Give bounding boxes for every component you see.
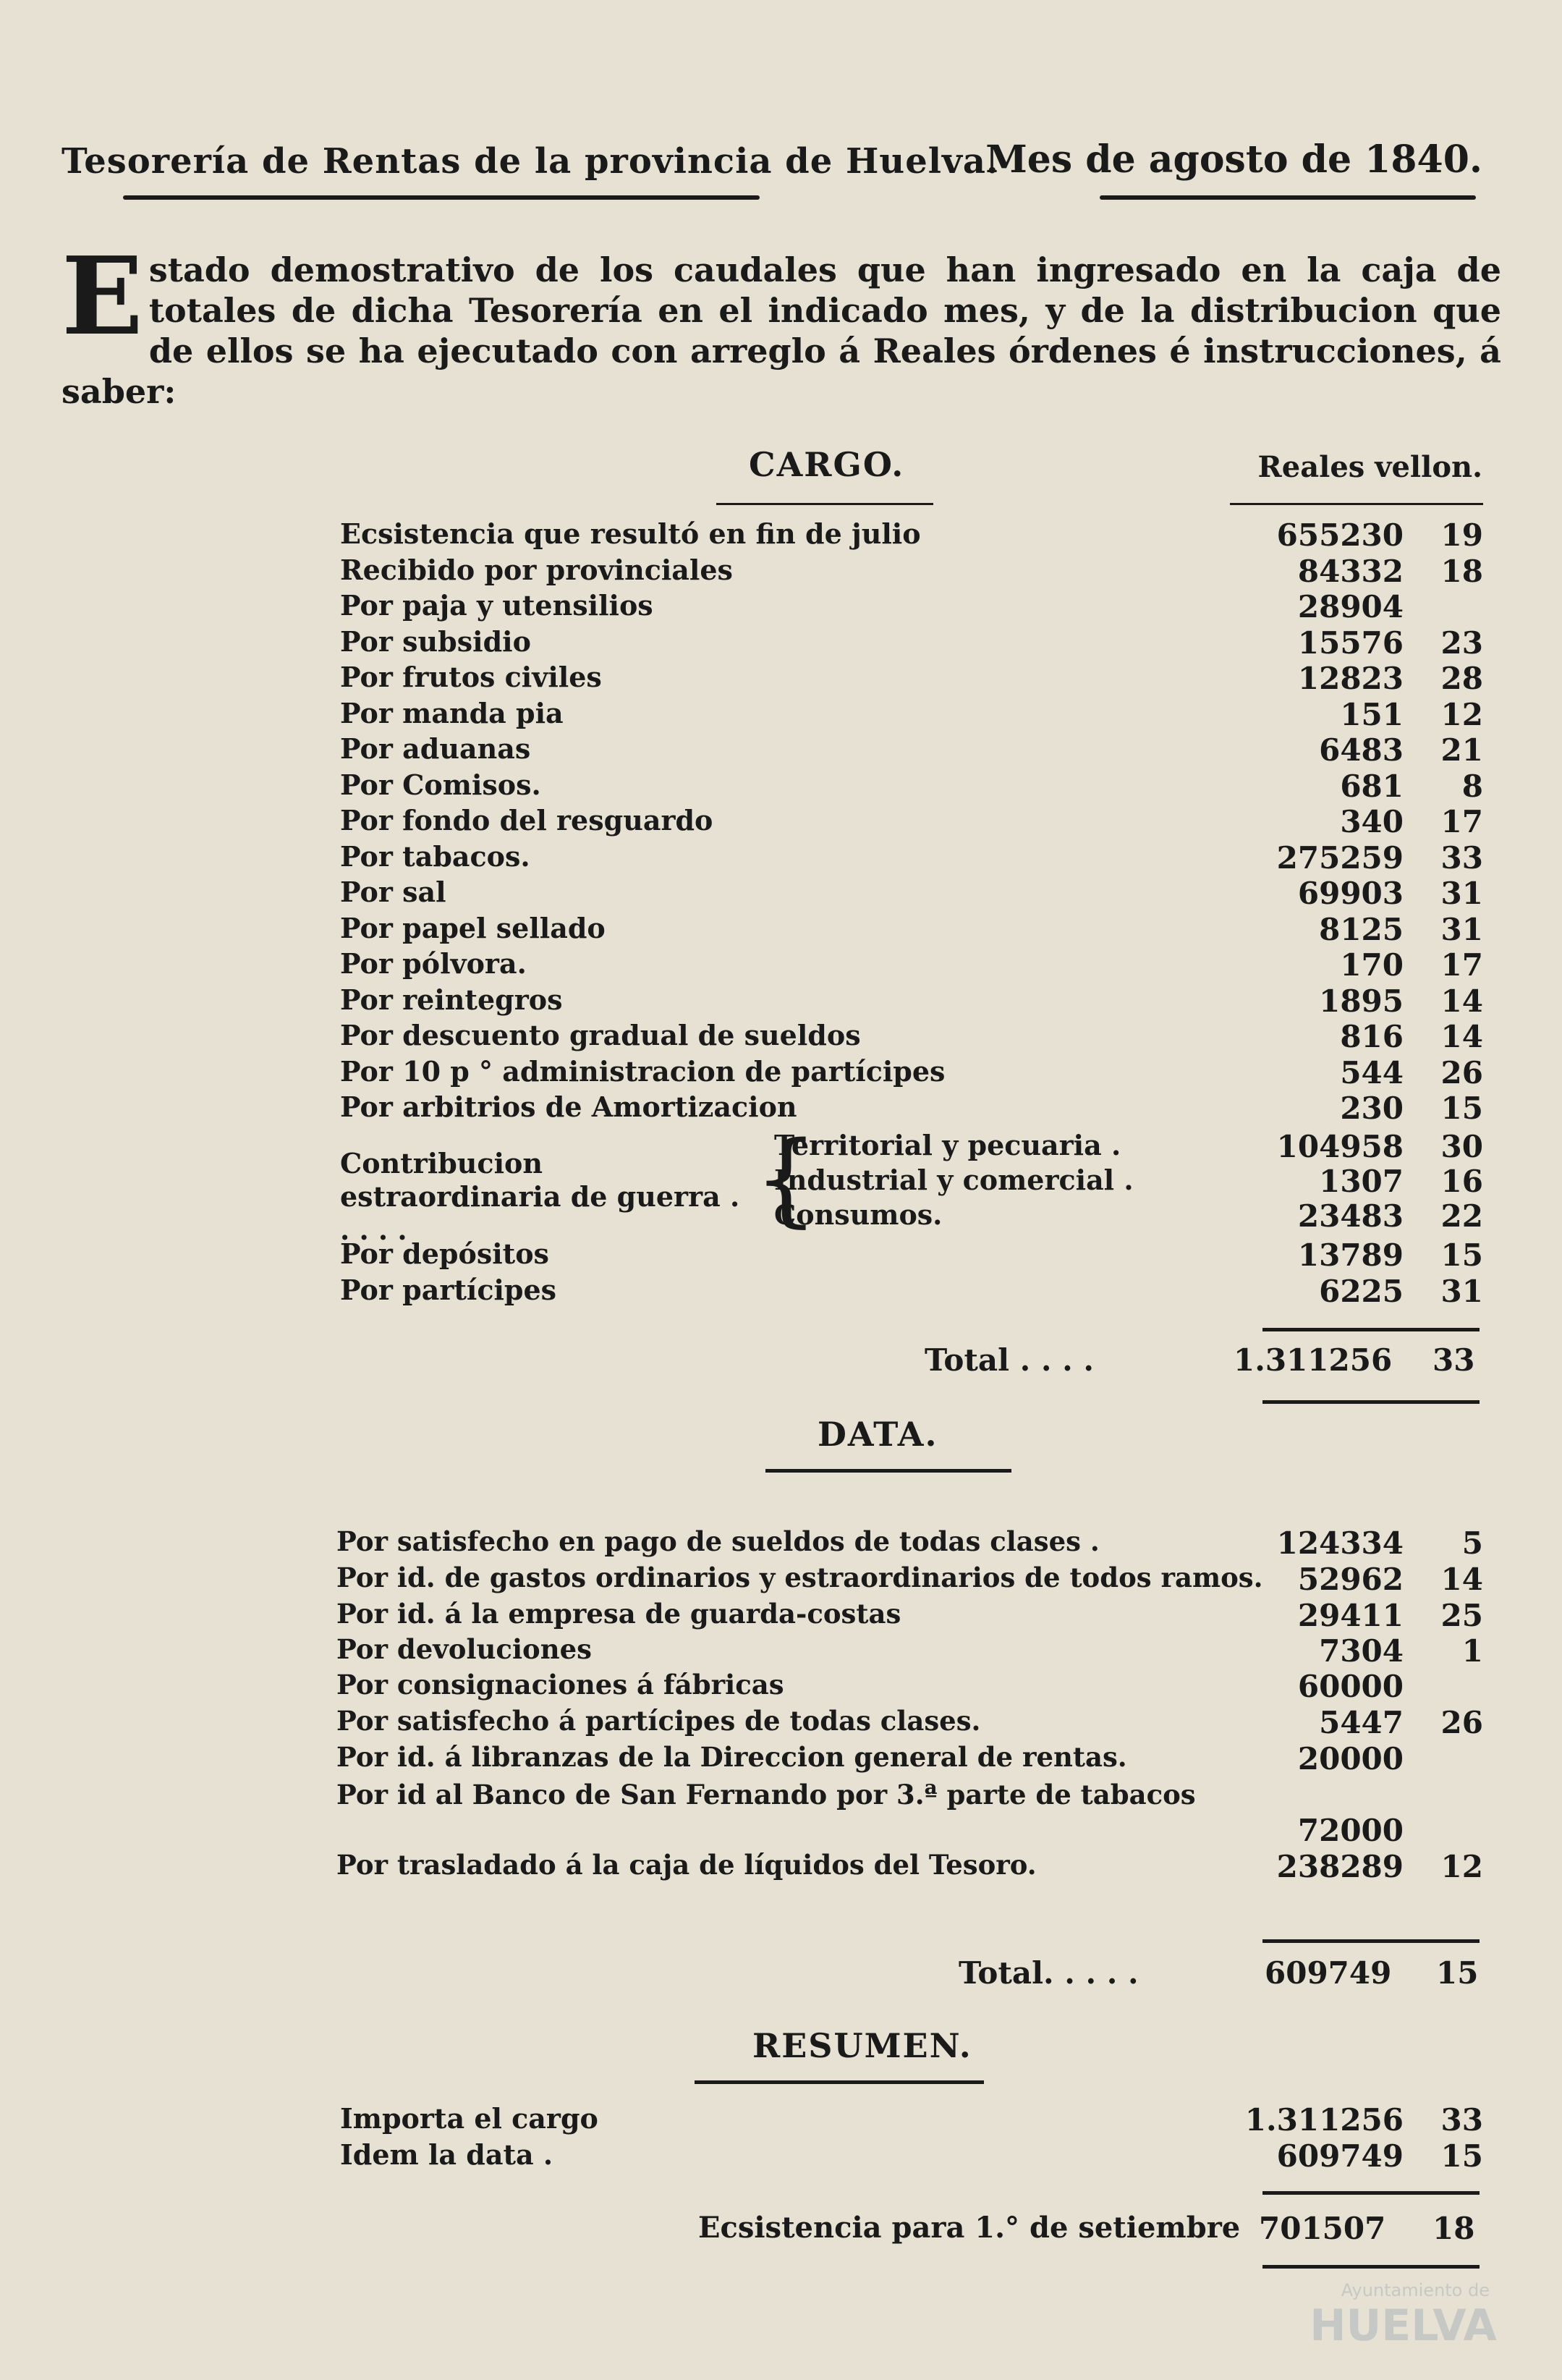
watermark-line2: HUELVA [1310, 2300, 1497, 2351]
cargo-row [340, 912, 1483, 947]
unit-header: Reales vellon. [1257, 450, 1482, 484]
row-amount: 544 [1340, 1054, 1404, 1091]
header-rule-right [1100, 195, 1476, 200]
data-title: DATA. [818, 1415, 938, 1454]
data-total-cents: 15 [1436, 1955, 1479, 1991]
row-cents: 14 [1440, 1019, 1483, 1054]
row-label: Por 10 p ° administracion de partícipes [340, 1054, 946, 1088]
row-label: Ecsistencia que resultó en fin de julio [340, 517, 921, 550]
row-cents: 14 [1440, 1562, 1483, 1597]
row-amount: 8125 [1319, 911, 1404, 947]
dropcap: E [61, 233, 143, 359]
cargo-title-rule [716, 503, 933, 505]
row-cents: 31 [1440, 911, 1483, 947]
row-label: Por arbitrios de Amortizacion [340, 1091, 797, 1123]
cargo-total-label: Total . . . . [925, 1342, 1094, 1378]
data-row [336, 1741, 1483, 1776]
row-amount: 6483 [1319, 732, 1404, 768]
contribucion-row [774, 1198, 1483, 1233]
data-row [336, 1562, 1483, 1596]
row-label: Recibido por provinciales [340, 553, 733, 586]
row-cents: 23 [1440, 624, 1483, 661]
row-cents: 12 [1440, 696, 1483, 732]
row-label: Consumos. [774, 1198, 943, 1231]
row-label: Por aduanas [340, 732, 531, 765]
cargo-row [340, 840, 1483, 875]
row-amount: 170 [1340, 947, 1404, 983]
row-label: Por satisfecho en pago de sueldos de todas clases . [336, 1525, 1100, 1557]
row-amount: 12823 [1297, 661, 1404, 696]
row-label: Por consignaciones á fábricas [336, 1669, 784, 1701]
intro-paragraph [61, 233, 1501, 412]
cargo-row [340, 625, 1483, 660]
row-cents: 5 [1461, 1525, 1483, 1561]
contribucion-row [774, 1164, 1483, 1198]
data-row [336, 1849, 1483, 1884]
row-label: Por trasladado á la caja de líquidos del Tesoro. [336, 1849, 1037, 1881]
cargo-row [340, 732, 1483, 767]
row-amount: 72000 [1297, 1813, 1404, 1848]
row-label: Por manda pia [340, 696, 564, 729]
row-cents: 31 [1440, 1274, 1483, 1309]
row-cents: 33 [1440, 2102, 1483, 2138]
row-amount: 124334 [1276, 1525, 1404, 1561]
row-label: Por paja y utensilios [340, 589, 653, 622]
row-label: Por partícipes [340, 1274, 557, 1306]
row-amount: 275259 [1276, 839, 1404, 876]
row-cents: 33 [1440, 839, 1483, 876]
cargo-row [340, 661, 1483, 695]
header-office: Tesorería de Rentas de la provincia de Huelva. [61, 141, 999, 182]
data-row [336, 1776, 1483, 1848]
cargo-row [340, 768, 1483, 803]
cargo-row [340, 1274, 1483, 1308]
cargo-total-amount: 1.311256 [1234, 1342, 1393, 1378]
row-cents: 30 [1440, 1129, 1483, 1164]
row-cents: 15 [1440, 2138, 1483, 2174]
watermark-line1: Ayuntamiento de [1341, 2280, 1490, 2300]
unit-rule [1230, 503, 1483, 505]
row-amount: 340 [1340, 804, 1404, 839]
row-cents: 22 [1440, 1198, 1483, 1234]
row-label: Importa el cargo [340, 2102, 598, 2135]
row-amount: 13789 [1297, 1237, 1404, 1273]
data-sum-rule [1262, 1939, 1480, 1943]
cargo-row [340, 1019, 1483, 1054]
data-title-rule [765, 1469, 1011, 1473]
row-label: Por pólvora. [340, 947, 527, 980]
row-cents: 26 [1440, 1705, 1483, 1740]
row-label: Territorial y pecuaria . [774, 1129, 1121, 1161]
resumen-row [340, 2102, 1483, 2137]
data-total-label: Total. . . . . [959, 1955, 1139, 1991]
row-cents: 26 [1440, 1054, 1483, 1091]
intro-text: stado demostrativo de los caudales que han ingresado en la caja de totales de dicha Tesorería en el indicado mes, y de la distribucion que de ellos se ha ejecutado con arreglo á Reales órdenes é instrucciones, á saber: [61, 250, 1501, 411]
row-cents: 1 [1461, 1633, 1483, 1669]
row-amount: 5447 [1319, 1705, 1404, 1740]
row-label: Por id. á la empresa de guarda-costas [336, 1598, 901, 1630]
row-cents: 17 [1440, 947, 1483, 983]
header-month: Mes de agosto de 1840. [985, 137, 1482, 182]
cargo-row [340, 554, 1483, 588]
contribucion-row [774, 1129, 1483, 1164]
row-amount: 6225 [1319, 1274, 1404, 1309]
archive-watermark [1244, 2264, 1497, 2351]
row-amount: 23483 [1297, 1198, 1404, 1234]
row-amount: 29411 [1297, 1598, 1404, 1633]
row-label: Por frutos civiles [340, 661, 602, 693]
row-amount: 681 [1340, 768, 1404, 804]
row-cents: 19 [1440, 517, 1483, 553]
row-amount: 84332 [1297, 553, 1404, 589]
row-amount: 104958 [1276, 1129, 1404, 1164]
resumen-result-label: Ecsistencia para 1.° de setiembre [698, 2211, 1241, 2245]
row-cents: 8 [1461, 768, 1483, 804]
data-total-amount: 609749 [1265, 1955, 1392, 1991]
cargo-title: CARGO. [749, 445, 905, 484]
row-amount: 7304 [1319, 1633, 1404, 1669]
row-cents: 31 [1440, 876, 1483, 911]
row-label: Por id. á libranzas de la Direccion general de rentas. [336, 1741, 1127, 1773]
row-amount: 230 [1340, 1091, 1404, 1126]
row-label: Por id al Banco de San Fernando por 3.ª parte de tabacos [336, 1779, 1196, 1811]
row-label: Por tabacos. [340, 839, 530, 873]
row-amount: 238289 [1276, 1849, 1404, 1884]
row-label: Por depósitos [340, 1237, 549, 1270]
row-label: Por id. de gastos ordinarios y estraordinarios de todos ramos. [336, 1562, 1263, 1593]
row-amount: 151 [1340, 696, 1404, 732]
cargo-row [340, 804, 1483, 839]
cargo-row [340, 983, 1483, 1018]
row-label: Por papel sellado [340, 911, 606, 944]
row-amount: 60000 [1297, 1669, 1404, 1704]
row-cents: 25 [1440, 1598, 1483, 1633]
row-label: Por Comisos. [340, 768, 541, 801]
row-amount: 1.311256 [1244, 2102, 1404, 2138]
data-row [336, 1525, 1483, 1560]
resumen-title-rule [695, 2080, 984, 2084]
cargo-row [340, 876, 1483, 910]
row-cents: 15 [1440, 1237, 1483, 1273]
resumen-row [340, 2138, 1483, 2173]
row-cents: 14 [1440, 983, 1483, 1019]
cargo-row [340, 1237, 1483, 1272]
contribucion-label: Contribucion estraordinaria de guerra . . . . . [340, 1147, 740, 1246]
row-amount: 52962 [1297, 1562, 1404, 1597]
resumen-sum-rule [1262, 2191, 1480, 2195]
cargo-row [340, 517, 1483, 552]
cargo-row [340, 947, 1483, 982]
data-row [336, 1633, 1483, 1668]
cargo-row [340, 1091, 1483, 1125]
row-cents: 28 [1440, 661, 1483, 696]
row-cents: 12 [1440, 1849, 1483, 1884]
row-label: Por descuento gradual de sueldos [340, 1019, 861, 1051]
row-amount: 1307 [1319, 1164, 1404, 1199]
row-amount: 1895 [1319, 983, 1404, 1019]
row-cents: 21 [1440, 732, 1483, 768]
row-amount: 609749 [1276, 2138, 1404, 2174]
cargo-total-cents: 33 [1432, 1342, 1475, 1378]
row-label: Por devoluciones [336, 1633, 592, 1665]
row-amount: 28904 [1297, 589, 1404, 624]
data-row [336, 1598, 1483, 1632]
row-label: Por fondo del resguardo [340, 804, 713, 837]
row-label: Por subsidio [340, 624, 531, 658]
header-rule-left [123, 195, 760, 200]
row-amount: 15576 [1297, 624, 1404, 661]
data-row [336, 1705, 1483, 1740]
row-label: Por reintegros [340, 983, 563, 1016]
cargo-sum-rule [1262, 1328, 1480, 1331]
row-amount: 816 [1340, 1019, 1404, 1054]
resumen-title: RESUMEN. [752, 2026, 972, 2065]
row-label: Industrial y comercial . [774, 1164, 1134, 1196]
row-amount: 655230 [1276, 517, 1404, 553]
resumen-result-cents: 18 [1432, 2211, 1475, 2246]
row-amount: 20000 [1297, 1741, 1404, 1776]
data-row [336, 1669, 1483, 1703]
row-label: Por satisfecho á partícipes de todas clases. [336, 1705, 981, 1737]
cargo-total-rule [1262, 1400, 1480, 1404]
cargo-row [340, 1055, 1483, 1090]
row-label: Idem la data . [340, 2138, 553, 2171]
cargo-row [340, 589, 1483, 624]
cargo-row [340, 697, 1483, 732]
row-cents: 17 [1440, 804, 1483, 839]
resumen-result-amount: 701507 [1259, 2211, 1386, 2246]
brace-glyph: { [754, 1120, 819, 1238]
row-cents: 18 [1440, 553, 1483, 589]
row-label: Por sal [340, 876, 446, 908]
row-cents: 15 [1440, 1091, 1483, 1126]
row-cents: 16 [1440, 1164, 1483, 1199]
row-amount: 69903 [1297, 876, 1404, 911]
